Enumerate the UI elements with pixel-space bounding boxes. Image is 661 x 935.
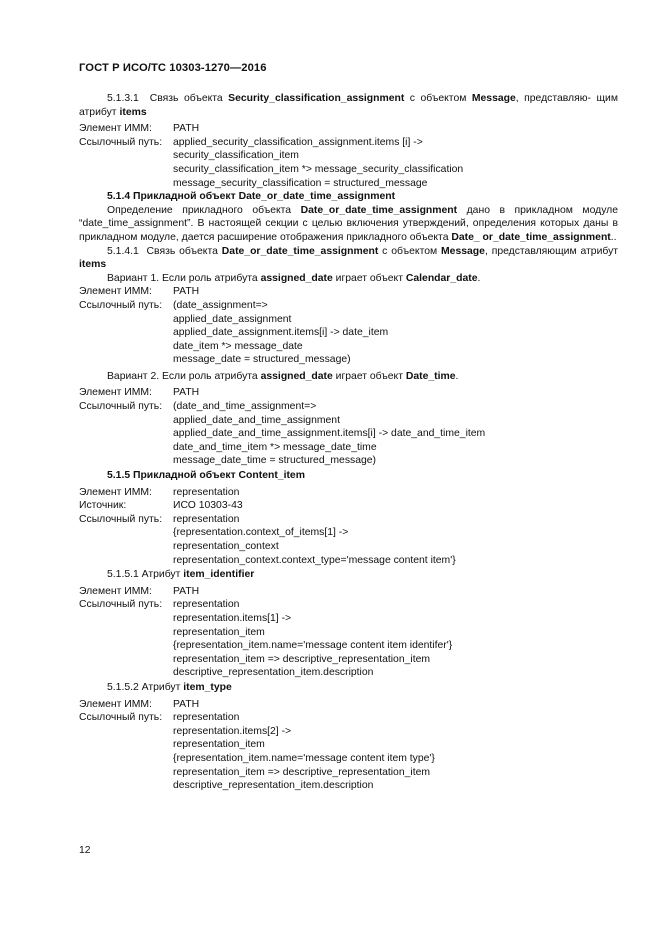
section-5-1-4-1-title: 5.1.4.1 Связь объекта Date_or_date_time_assignment с объектом Message, представляющим атрибут items — [79, 245, 619, 271]
path-line: {representation.context_of_items[1] -> — [173, 527, 349, 539]
path-line: representation_item => descriptive_representation_item — [173, 653, 431, 665]
path-line: message_security_classification = structured_message — [173, 177, 428, 189]
section-5-1-5-heading: 5.1.5 Прикладной объект Content_item — [107, 470, 305, 482]
element-row: Элемент ИММ: PATH — [79, 698, 200, 710]
path-line: date_and_time_item *> message_date_time — [173, 441, 377, 453]
section-5-1-3-1-title: 5.1.3.1 Связь объекта Security_classification_assignment с объектом Message, представляю- щим атрибут items — [79, 93, 618, 118]
path-line: descriptive_representation_item.description — [173, 780, 374, 792]
path-line: security_classification_item — [173, 150, 299, 162]
path-line: representation_item — [173, 626, 265, 638]
path-line: representation_item — [173, 739, 265, 751]
source-row: Источник: ИСО 10303-43 — [79, 500, 243, 512]
section-5-1-5-2-heading: 5.1.5.2 Атрибут item_type — [107, 681, 232, 693]
section-5-1-4-paragraph: Определение прикладного объекта Date_or_date_time_assignment дано в прикладном модуле “date_time_assignment”. В настоящей секции с целью включения утверждений, определения которых даны в прикладном модуле, дается расширение отображения прикладного объекта Date_ or_date_time_assignment.. — [79, 204, 618, 243]
path-line: applied_date_and_time_assignment — [173, 414, 340, 426]
path-line: {representation_item.name='message content item identifer'} — [173, 640, 453, 652]
ref-path-row: Ссылочный путь: (date_and_time_assignment=> — [79, 401, 317, 413]
document-header: ГОСТ Р ИСО/ТС 10303-1270—2016 — [79, 62, 267, 74]
element-row: Элемент ИММ: PATH — [79, 585, 200, 597]
element-row: Элемент ИММ: PATH — [79, 286, 200, 298]
path-line: representation_item => descriptive_representation_item — [173, 766, 431, 778]
path-line: message_date_time = structured_message) — [173, 455, 377, 467]
element-row: Элемент ИММ: PATH — [79, 387, 200, 399]
ref-path-row: Ссылочный путь: (date_assignment=> — [79, 299, 268, 311]
ref-path-row: Ссылочный путь: representation — [79, 712, 240, 724]
path-line: descriptive_representation_item.description — [173, 667, 374, 679]
element-row: Элемент ИММ: representation — [79, 486, 240, 498]
path-line: message_date = structured_message) — [173, 354, 351, 366]
path-line: applied_date_assignment.items[i] -> date_item — [173, 327, 389, 339]
path-line: representation_context — [173, 541, 279, 552]
section-5-1-4-heading: 5.1.4 Прикладной объект Date_or_date_time_assignment — [107, 191, 396, 203]
variant-1: Вариант 1. Если роль атрибута assigned_date играет объект Calendar_date. — [107, 272, 481, 284]
path-line: representation.items[1] -> — [173, 612, 292, 624]
path-line: {representation_item.name='message content item type'} — [173, 752, 435, 764]
document-body — [79, 92, 618, 793]
path-line: security_classification_item *> message_security_classification — [173, 163, 464, 175]
path-line: date_item *> message_date — [173, 340, 303, 352]
variant-2: Вариант 2. Если роль атрибута assigned_date играет объект Date_time. — [107, 370, 459, 382]
page-number: 12 — [79, 845, 91, 856]
path-line: applied_date_and_time_assignment.items[i] -> date_and_time_item — [173, 428, 486, 440]
ref-path-row: Ссылочный путь: applied_security_classification_assignment.items [i] -> — [79, 136, 423, 148]
path-line: representation_context.context_type='message content item'} — [173, 554, 456, 566]
path-line: representation.items[2] -> — [173, 725, 292, 737]
ref-path-row: Ссылочный путь: representation — [79, 599, 240, 611]
path-line: applied_date_assignment — [173, 313, 292, 325]
ref-path-row: Ссылочный путь: representation — [79, 513, 240, 525]
section-5-1-5-1-heading: 5.1.5.1 Атрибут item_identifier — [107, 569, 255, 581]
element-row: Элемент ИММ: PATH — [79, 123, 200, 135]
